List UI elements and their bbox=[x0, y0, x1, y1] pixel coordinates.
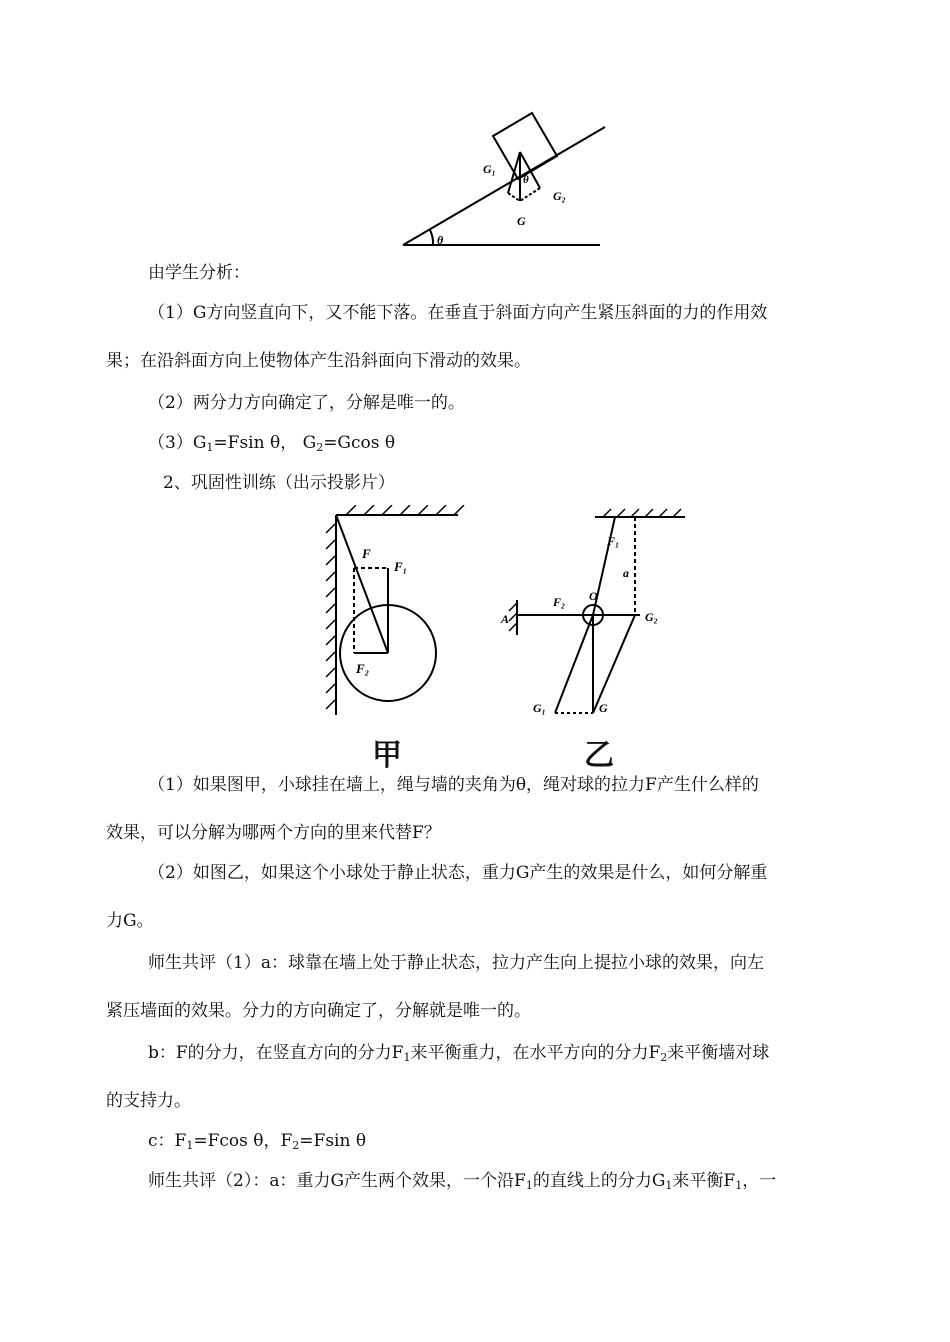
caption-yi: 乙 bbox=[584, 738, 614, 773]
eval-1b: 紧压墙面的效果。分力的方向确定了，分解就是唯一的。 bbox=[106, 1001, 531, 1021]
section-2-heading: 2、巩固性训练（出示投影片） bbox=[163, 473, 395, 493]
figure-yi bbox=[495, 505, 695, 725]
label-A: A bbox=[501, 612, 510, 626]
label-F2: F₂ bbox=[356, 661, 370, 676]
label-G: G bbox=[599, 701, 608, 715]
label-a: a bbox=[623, 566, 629, 580]
label-O: O bbox=[589, 589, 598, 603]
para-2: （2）两分力方向确定了，分解是唯一的。 bbox=[148, 393, 465, 413]
theta-arc bbox=[430, 230, 433, 245]
incline-figure bbox=[395, 105, 615, 255]
label-g1: G₁ bbox=[483, 162, 496, 176]
label-F2b: F₂ bbox=[553, 595, 566, 609]
incline-line bbox=[403, 127, 605, 245]
label-F1: F₁ bbox=[394, 559, 408, 574]
label-F: F bbox=[362, 546, 371, 561]
para-1a: （1）G方向竖直向下，又不能下落。在垂直于斜面方向产生紧压斜面的力的作用效 bbox=[148, 303, 768, 323]
g1-vector-b bbox=[555, 615, 593, 713]
question-2b: 力G。 bbox=[106, 911, 154, 931]
eval-b: b：F的分力，在竖直方向的分力$F_1$来平衡重力，在水平方向的分力$F_2$来平衡墙对球 bbox=[148, 1043, 770, 1064]
para-3: $(3)G_1=Fsin$ θ， $G_2=Gcos$ θ bbox=[148, 433, 396, 454]
label-G1: G₁ bbox=[533, 701, 546, 715]
label-G2: G₂ bbox=[645, 610, 658, 624]
label-g2: G₂ bbox=[553, 189, 566, 203]
eval-1a: 师生共评（1）a：球靠在墙上处于静止状态，拉力产生向上提拉小球的效果，向左 bbox=[148, 953, 764, 973]
g1-vector bbox=[508, 152, 520, 193]
block bbox=[493, 113, 557, 179]
label-theta-2: θ bbox=[523, 174, 529, 186]
eval-b2: 的支持力。 bbox=[106, 1091, 191, 1111]
intro-line: 由学生分析： bbox=[148, 263, 250, 283]
question-1a: （1）如果图甲，小球挂在墙上，绳与墙的夹角为θ，绳对球的拉力F产生什么样的 bbox=[148, 775, 759, 795]
caption-jia: 甲 bbox=[372, 738, 402, 773]
figure-jia bbox=[318, 505, 468, 725]
label-theta: θ bbox=[437, 233, 444, 247]
question-1b: 效果，可以分解为哪两个方向的里来代替F？ bbox=[106, 823, 441, 843]
eval-c: c：$F_1=Fcos$ θ，$F_2=Fsin$ θ bbox=[148, 1131, 367, 1152]
label-g: G bbox=[517, 214, 526, 228]
label-Fj: F₁ bbox=[607, 534, 620, 548]
eval-2: 师生共评（2）：a：重力G产生两个效果，一个沿$F_1$的直线上的分力$G_1$来平衡$F_1$，一 bbox=[148, 1171, 777, 1192]
para-1b: 果；在沿斜面方向上使物体产生沿斜面向下滑动的效果。 bbox=[106, 351, 531, 371]
question-2a: （2）如图乙，如果这个小球处于静止状态，重力G产生的效果是什么，如何分解重 bbox=[148, 863, 768, 883]
